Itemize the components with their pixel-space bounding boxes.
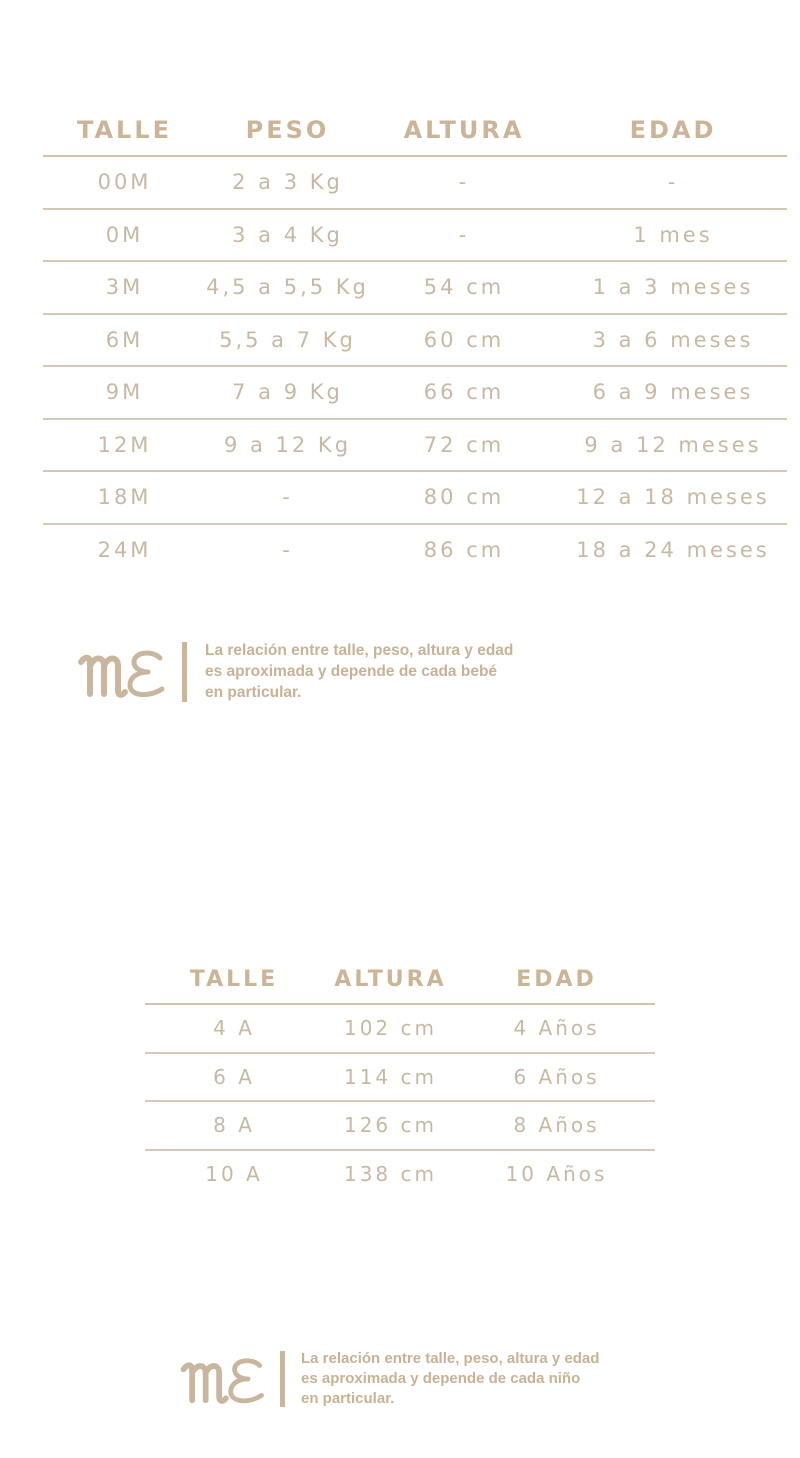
cell-peso: 4,5 a 5,5 Kg xyxy=(206,275,369,300)
table-row xyxy=(43,315,787,368)
cell-altura: - xyxy=(458,222,470,247)
table-row xyxy=(43,525,787,576)
cell-peso: 7 a 9 Kg xyxy=(232,380,343,405)
cell-edad: 1 a 3 meses xyxy=(592,275,754,300)
cell-peso: - xyxy=(282,485,293,510)
cell-altura: 80 cm xyxy=(423,485,505,510)
kids-size-note xyxy=(180,1349,599,1409)
cell-talle: 6M xyxy=(105,327,144,352)
cell-edad: - xyxy=(667,170,679,195)
cell-edad: 3 a 6 meses xyxy=(592,327,754,352)
note-line: La relación entre talle, peso, altura y edad xyxy=(301,1350,600,1367)
cell-edad: 9 a 12 meses xyxy=(584,432,762,457)
cell-talle: 4 A xyxy=(213,1016,255,1041)
note-line: La relación entre talle, peso, altura y edad xyxy=(205,642,514,659)
note-line: en particular. xyxy=(301,1390,395,1407)
cell-edad: 6 Años xyxy=(513,1064,600,1089)
note-text xyxy=(301,1349,599,1409)
header-altura: ALTURA xyxy=(334,967,447,992)
cell-peso: - xyxy=(282,537,293,562)
table-header xyxy=(43,105,787,157)
table-row xyxy=(145,1102,655,1151)
cell-altura: 60 cm xyxy=(423,327,505,352)
cell-altura: 126 cm xyxy=(343,1113,437,1138)
cell-peso: 3 a 4 Kg xyxy=(232,222,343,247)
cell-altura: 102 cm xyxy=(343,1016,437,1041)
cell-peso: 9 a 12 Kg xyxy=(223,432,352,457)
cell-altura: - xyxy=(458,170,470,195)
table-row xyxy=(43,420,787,473)
cell-talle: 9M xyxy=(105,380,144,405)
cell-talle: 12M xyxy=(97,432,152,457)
table-row xyxy=(43,210,787,263)
cell-talle: 8 A xyxy=(213,1113,255,1138)
note-line: en particular. xyxy=(205,684,302,701)
cell-altura: 138 cm xyxy=(343,1161,437,1186)
cell-talle: 18M xyxy=(97,485,152,510)
table-row xyxy=(43,262,787,315)
me-logo xyxy=(78,644,166,700)
table-row xyxy=(145,1151,655,1198)
cell-altura: 86 cm xyxy=(423,537,505,562)
cell-peso: 2 a 3 Kg xyxy=(232,170,343,195)
header-talle: TALLE xyxy=(189,967,279,992)
cell-talle: 10 A xyxy=(205,1161,263,1186)
header-altura: ALTURA xyxy=(403,116,525,144)
cell-edad: 6 a 9 meses xyxy=(592,380,754,405)
cell-edad: 18 a 24 meses xyxy=(576,537,770,562)
note-text xyxy=(205,640,513,703)
cell-edad: 1 mes xyxy=(633,222,713,247)
cell-talle: 6 A xyxy=(213,1064,255,1089)
cell-talle: 0M xyxy=(105,222,144,247)
header-peso: PESO xyxy=(245,116,330,144)
cell-talle: 24M xyxy=(97,537,152,562)
cell-edad: 4 Años xyxy=(513,1016,600,1041)
kids-size-table xyxy=(145,956,655,1197)
cell-edad: 10 Años xyxy=(505,1161,608,1186)
table-row xyxy=(43,367,787,420)
cell-edad: 8 Años xyxy=(513,1113,600,1138)
note-line: es aproximada y depende de cada niño xyxy=(301,1370,581,1387)
cell-altura: 54 cm xyxy=(423,275,505,300)
header-talle: TALLE xyxy=(76,116,173,144)
table-row xyxy=(43,157,787,210)
cell-edad: 12 a 18 meses xyxy=(576,485,770,510)
me-logo xyxy=(180,1352,266,1406)
cell-talle: 3M xyxy=(105,275,144,300)
cell-altura: 114 cm xyxy=(343,1064,437,1089)
table-row xyxy=(43,472,787,525)
header-edad: EDAD xyxy=(516,967,597,992)
cell-talle: 00M xyxy=(97,170,152,195)
cell-altura: 66 cm xyxy=(423,380,505,405)
vertical-divider xyxy=(280,1351,285,1407)
header-edad: EDAD xyxy=(629,116,717,144)
table-header xyxy=(145,956,655,1005)
vertical-divider xyxy=(182,642,187,702)
cell-peso: 5,5 a 7 Kg xyxy=(219,327,356,352)
table-row xyxy=(145,1054,655,1103)
baby-size-table xyxy=(43,105,787,575)
note-line: es aproximada y depende de cada bebé xyxy=(205,663,498,680)
baby-size-note xyxy=(78,640,513,703)
table-row xyxy=(145,1005,655,1054)
cell-altura: 72 cm xyxy=(423,432,505,457)
